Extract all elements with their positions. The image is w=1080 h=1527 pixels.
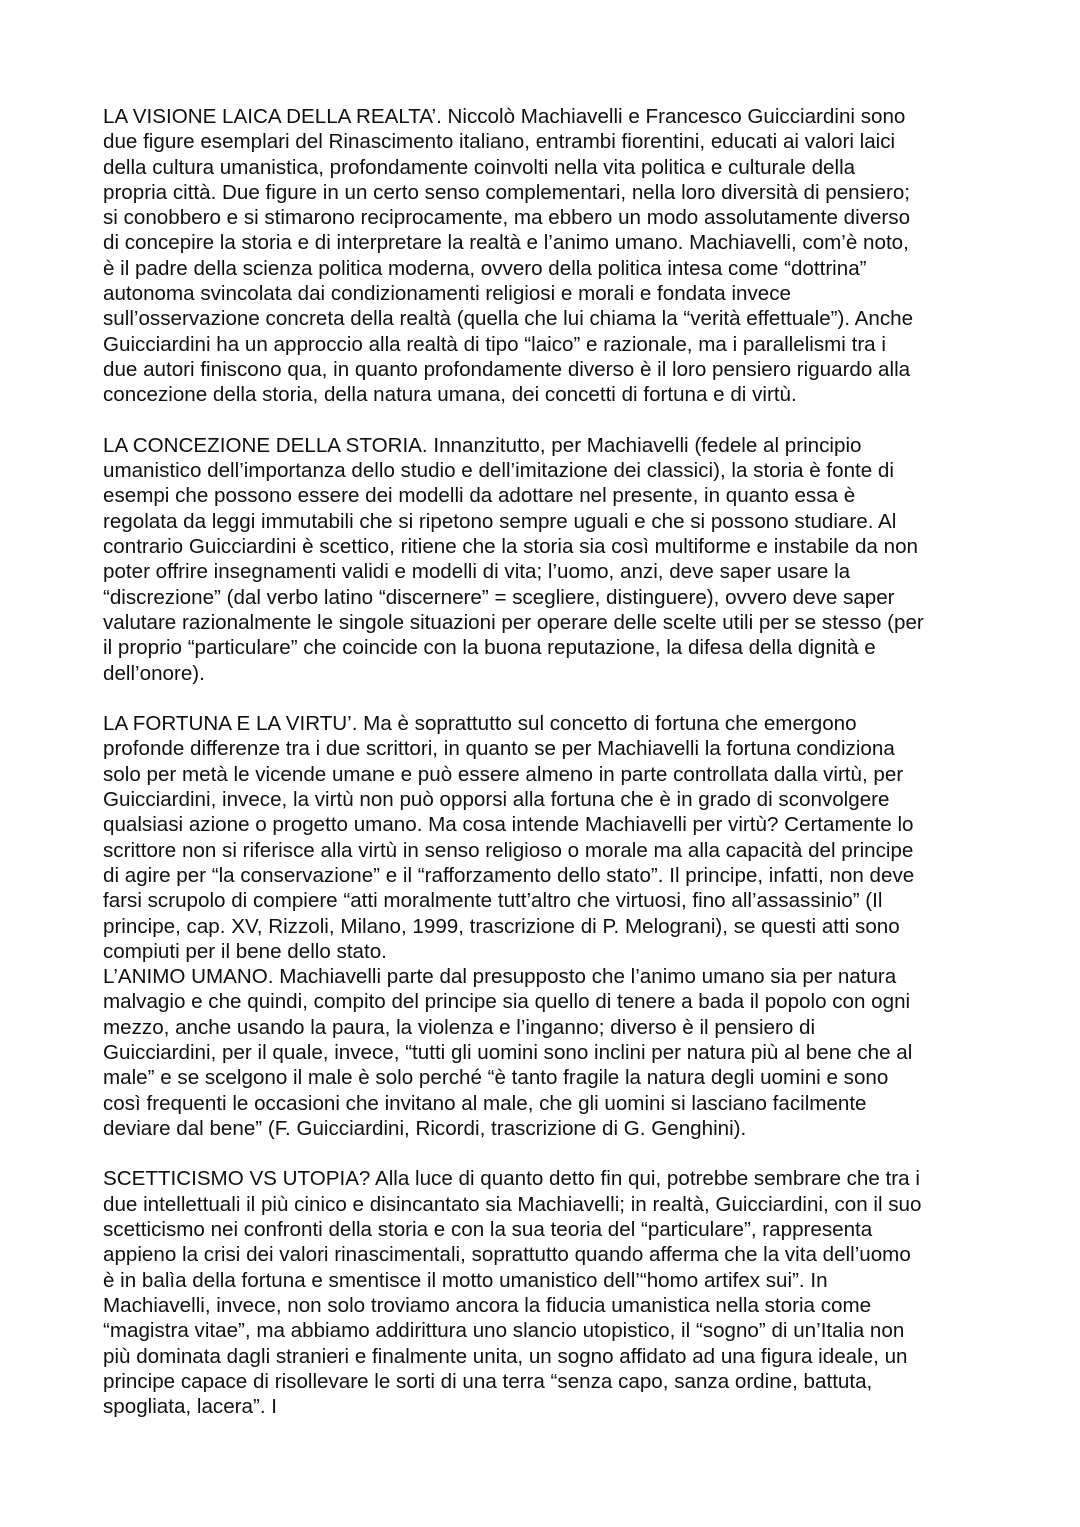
paragraph-fortuna-virtu: LA FORTUNA E LA VIRTU’. Ma è soprattutto sul concetto di fortuna che emergono profonde differenze tra i due scrittori, in quanto se per Machiavelli la fortuna condiziona solo per metà le vicende umane e può essere almeno in parte controllata dalla virtù, per Guicciardini, invece, la virtù non può opporsi alla fortuna che è in grado di sconvolgere qualsiasi azione o progetto umano. Ma cosa intende Machiavelli per virtù? Certamente lo scrittore non si riferisce alla virtù in senso religioso o morale ma alla capacità del principe di agire per “la conservazione” e il “rafforzamento dello stato”. Il principe, infatti, non deve farsi scrupolo di compiere “atti moralmente tutt’altro che virtuosi, fino all’assassinio” (Il principe, cap. XV, Rizzoli, Milano, 1999, trascrizione di P. Melograni), se questi atti sono compiuti per il bene dello stato.: [103, 712, 915, 963]
paragraph-scetticismo-utopia: SCETTICISMO VS UTOPIA? Alla luce di quanto detto fin qui, potrebbe sembrare che tra i due intellettuali il più cinico e disincantato sia Machiavelli; in realtà, Guicciardini, con il suo scetticismo nei confronti della storia e con la sua teoria del “particulare”, rappresenta appieno la crisi dei valori rinascimentali, soprattutto quando afferma che la vita dell’uomo è in balìa della fortuna e smentisce il motto umanistico dell’“homo artifex sui”. In Machiavelli, invece, non solo troviamo ancora la fiducia umanistica nella storia come “magistra vitae”, ma abbiamo addirittura uno slancio utopistico, il “sogno” di un’Italia non più dominata dagli stranieri e finalmente unita, un sogno affidato ad una figura ideale, un principe capace di risollevare le sorti di una terra “senza capo, sanza ordine, battuta, spogliata, lacera”. I: [103, 1167, 922, 1419]
paragraph-visione-laica: LA VISIONE LAICA DELLA REALTA’. Niccolò Machiavelli e Francesco Guicciardini sono due figure esemplari del Rinascimento italiano, entrambi fiorentini, educati ai valori laici della cultura umanistica, profondamente coinvolti nella vita politica e culturale della propria città. Due figure in un certo senso complementari, nella loro diversità di pensiero; si conobbero e si stimarono reciprocamente, ma ebbero un modo assolutamente diverso di concepire la storia e di interpretare la realtà e l’animo umano. Machiavelli, com’è noto, è il padre della scienza politica moderna, ovvero della politica intesa come “dottrina” autonoma svincolata dai condizionamenti religiosi e morali e fondata invece sull’osservazione concreta della realtà (quella che lui chiama la “verità effettuale”). Anche Guicciardini ha un approccio alla realtà di tipo “laico” e razionale, ma i parallelismi tra i due autori finiscono qua, in quanto profondamente diverso è il loro pensiero riguardo alla concezione della storia, della natura umana, dei concetti di fortuna e di virtù.: [103, 105, 914, 407]
paragraph-concezione-storia: LA CONCEZIONE DELLA STORIA. Innanzitutto, per Machiavelli (fedele al principio umanistico dell’importanza dello studio e dell’imitazione dei classici), la storia è fonte di esempi che possono essere dei modelli da adottare nel presente, in quanto essa è regolata da leggi immutabili che si ripetono sempre uguali e che si possono studiare. Al contrario Guicciardini è scettico, ritiene che la storia sia così multiforme e instabile da non poter offrire insegnamenti validi e modelli di vita; l’uomo, anzi, deve saper usare la “discrezione” (dal verbo latino “discernere” = scegliere, distinguere), ovvero deve saper valutare razionalmente le singole situazioni per operare delle scelte utili per se stesso (per il proprio “particulare” che coincide con la buona reputazione, la difesa della dignità e dell’onore).: [103, 433, 924, 685]
paragraph-animo-umano: L’ANIMO UMANO. Machiavelli parte dal presupposto che l’animo umano sia per natura malvagio e che quindi, compito del principe sia quello di tenere a bada il popolo con ogni mezzo, anche usando la paura, la violenza e l’inganno; diverso è il pensiero di Guicciardini, per il quale, invece, “tutti gli uomini sono inclini per natura più al bene che al male” e se scelgono il male è solo perché “è tanto fragile la natura degli uomini e sono così frequenti le occasioni che invitano al male, che gli uomini si lasciano facilmente deviare dal bene” (F. Guicciardini, Ricordi, trascrizione di G. Genghini).: [103, 965, 913, 1140]
document-page: [103, 104, 993, 1419]
